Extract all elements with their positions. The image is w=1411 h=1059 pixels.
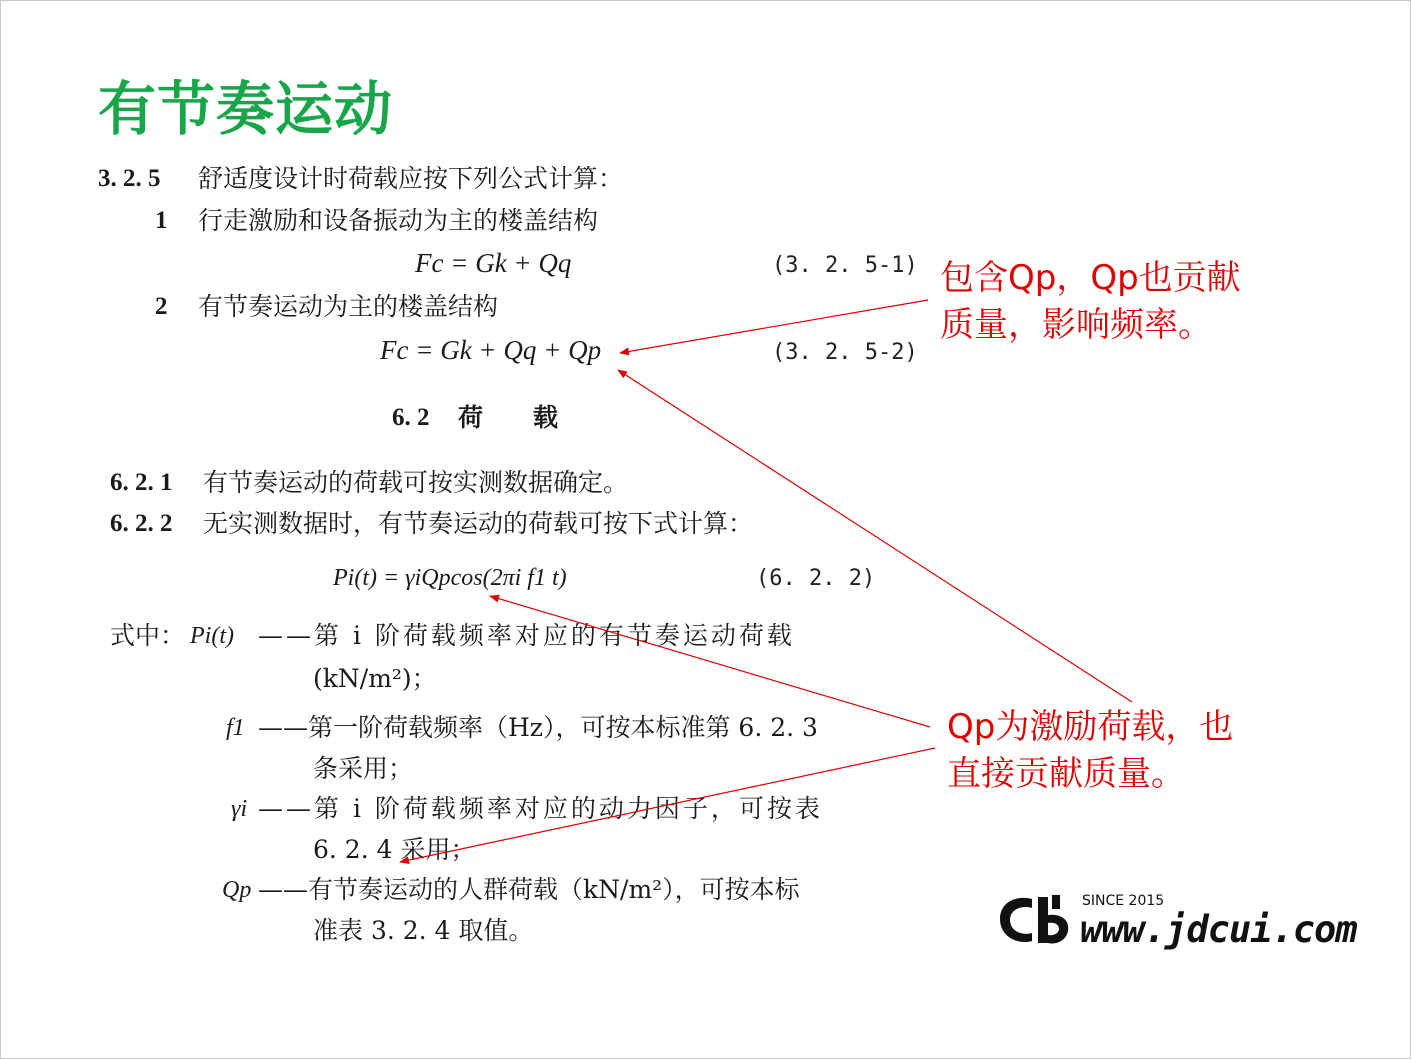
annotation-note2-line2: 直接贡献质量。 (947, 754, 1185, 794)
def-pi-symbol: Pi(t) (190, 623, 234, 649)
annotation-note2-line1: Qp为激励荷载，也 (947, 707, 1234, 747)
arrow-note2-to-formula2 (618, 370, 1132, 702)
arrow-note2-to-qp-definition (400, 748, 935, 862)
formula-325-1-number: (3. 2. 5-1) (772, 253, 918, 278)
clause-621-number: 6. 2. 1 (110, 469, 173, 496)
clause-622-text: 无实测数据时，有节奏运动的荷载可按下式计算： (203, 509, 754, 538)
def-pi-line2: (kN/m²)； (313, 664, 437, 693)
def-gamma-line1: ——第 i 阶荷载频率对应的动力因子，可按表 (258, 794, 823, 823)
def-gamma-line2: 6. 2. 4 采用； (313, 835, 476, 864)
formula-622-text: Pi(t) = γiQpcos(2πi f1 t) (333, 565, 567, 591)
def-qp-line2: 准表 3. 2. 4 取值。 (313, 916, 534, 945)
item1-text: 行走激励和设备振动为主的楼盖结构 (198, 206, 599, 235)
slide-title: 有节奏运动 (98, 75, 394, 143)
item2-number: 2 (155, 293, 168, 320)
section-62-title: 荷 载 (458, 403, 559, 432)
def-pi-line1: ——第 i 阶荷载频率对应的有节奏运动荷载 (258, 621, 795, 650)
item1-number: 1 (155, 207, 168, 234)
def-f1-symbol: f1 (226, 715, 245, 741)
clause-622-number: 6. 2. 2 (110, 510, 173, 537)
logo-since-text: SINCE 2015 (1082, 893, 1165, 909)
clause-325-number: 3. 2. 5 (98, 165, 161, 192)
annotation-note1-line2: 质量，影响频率。 (940, 305, 1212, 345)
formula-622-number: (6. 2. 2) (756, 566, 876, 591)
clause-621-text: 有节奏运动的荷载可按实测数据确定。 (203, 468, 629, 497)
arrow-note1-to-qp (620, 300, 928, 353)
annotation-note1-line1: 包含Qp，Qp也贡献 (940, 258, 1241, 298)
section-62-number: 6. 2 (392, 404, 430, 431)
jdcui-logo-mark (996, 893, 1074, 949)
definitions-lead: 式中： (110, 621, 186, 650)
def-qp-line1: ——有节奏运动的人群荷载（kN/m²），可按本标 (258, 875, 800, 904)
def-gamma-symbol: γi (231, 796, 248, 822)
def-f1-line1: ——第一阶荷载频率（Hz），可按本标准第 6. 2. 3 (258, 713, 818, 742)
formula-325-1-text: Fc = Gk + Qq (415, 248, 572, 278)
logo-url-link[interactable]: www.jdcui.com (1080, 908, 1357, 951)
arrow-note2-to-formula622 (490, 596, 930, 727)
clause-325-text: 舒适度设计时荷载应按下列公式计算： (198, 164, 624, 193)
def-f1-line2: 条采用； (313, 754, 414, 783)
formula-325-2-number: (3. 2. 5-2) (772, 340, 918, 365)
def-qp-symbol: Qp (222, 877, 252, 903)
formula-325-2-text: Fc = Gk + Qq + Qp (380, 335, 602, 365)
item2-text: 有节奏运动为主的楼盖结构 (198, 292, 499, 321)
